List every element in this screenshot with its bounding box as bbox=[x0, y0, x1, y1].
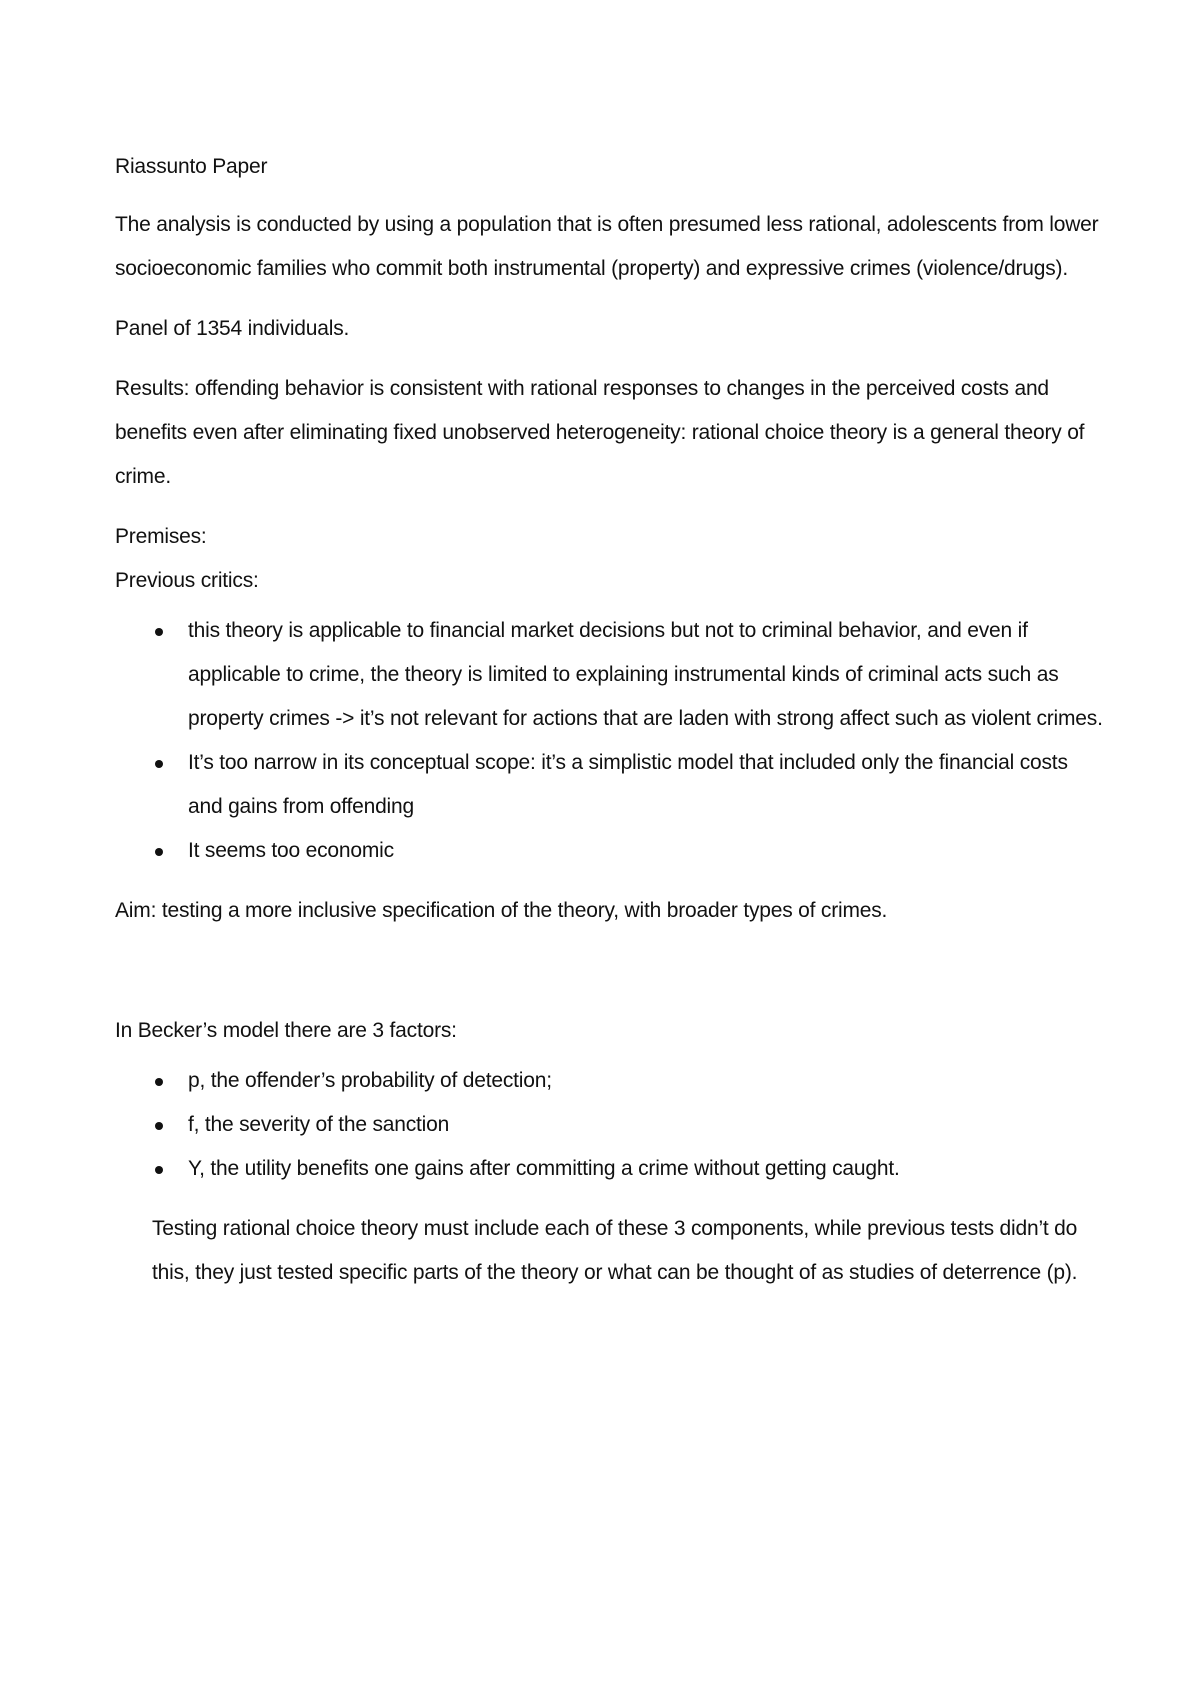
list-item bbox=[115, 829, 1105, 873]
blank-line bbox=[115, 949, 1105, 1009]
testing-paragraph: Testing rational choice theory must include each of these 3 components, while previous tests didn’t do this, they just tested specific parts of the theory or what can be thought of as studies of deterrence (p). bbox=[152, 1217, 1078, 1284]
aim-paragraph: Aim: testing a more inclusive specification of the theory, with broader types of crimes. bbox=[115, 899, 888, 922]
bullet-icon bbox=[155, 628, 163, 636]
bullet-icon bbox=[155, 1166, 163, 1174]
bullet-icon bbox=[155, 1122, 163, 1130]
list-item bbox=[115, 1059, 1105, 1103]
list-item bbox=[115, 1147, 1105, 1191]
list-item bbox=[115, 741, 1105, 829]
critics-label: Previous critics: bbox=[115, 569, 259, 592]
results-paragraph: Results: offending behavior is consistent with rational responses to changes in the perceived costs and benefits even after eliminating fixed unobserved heterogeneity: rational choice theory is a general theory of crime. bbox=[115, 377, 1085, 488]
becker-intro: In Becker’s model there are 3 factors: bbox=[115, 1019, 457, 1042]
list-item bbox=[115, 609, 1105, 741]
factor-text: Y, the utility benefits one gains after committing a crime without getting caught. bbox=[188, 1157, 900, 1180]
bullet-icon bbox=[155, 848, 163, 856]
intro-paragraph: The analysis is conducted by using a population that is often presumed less rational, adolescents from lower socioeconomic families who commit both instrumental (property) and expressive crimes (violence/drugs). bbox=[115, 213, 1099, 280]
critics-list bbox=[115, 609, 1105, 873]
factor-text: f, the severity of the sanction bbox=[188, 1113, 450, 1136]
document-body bbox=[115, 145, 1105, 1311]
panel-paragraph: Panel of 1354 individuals. bbox=[115, 317, 350, 340]
critic-text: It’s too narrow in its conceptual scope: it’s a simplistic model that included only the financial costs and gains from offending bbox=[188, 751, 1068, 818]
bullet-icon bbox=[155, 760, 163, 768]
premises-label: Premises: bbox=[115, 525, 207, 548]
bullet-icon bbox=[155, 1078, 163, 1086]
critic-text: this theory is applicable to financial market decisions but not to criminal behavior, and even if applicable to crime, the theory is limited to explaining instrumental kinds of criminal acts such as property crimes -> it’s not relevant for actions that are laden with strong affect such as violent crimes. bbox=[188, 619, 1103, 730]
factors-list bbox=[115, 1059, 1105, 1191]
list-item bbox=[115, 1103, 1105, 1147]
document-title: Riassunto Paper bbox=[115, 155, 268, 178]
factor-text: p, the offender’s probability of detection; bbox=[188, 1069, 552, 1092]
critic-text: It seems too economic bbox=[188, 839, 394, 862]
